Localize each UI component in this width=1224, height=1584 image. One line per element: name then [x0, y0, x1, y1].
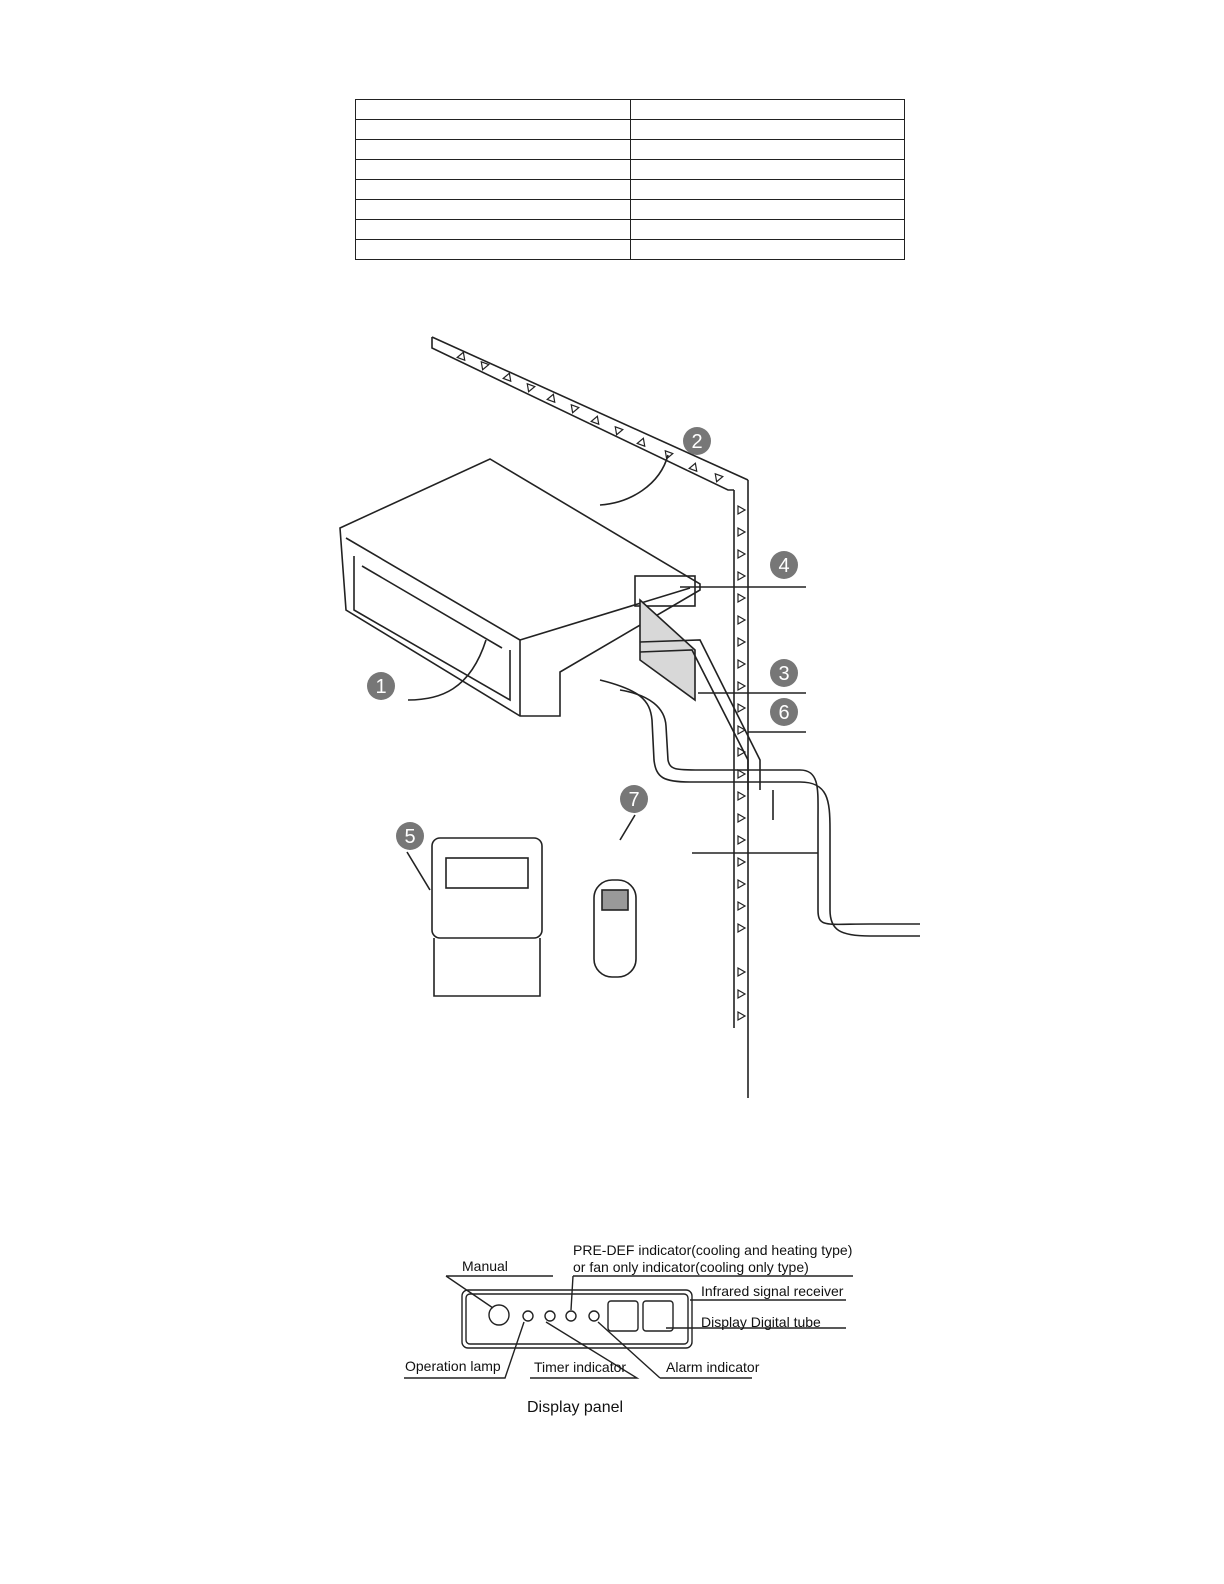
insulation-mark	[569, 405, 579, 414]
insulation-mark	[738, 836, 745, 844]
insulation-mark	[738, 550, 745, 558]
digital-tube	[643, 1301, 673, 1331]
insulation-mark	[479, 362, 489, 371]
insulation-mark	[738, 506, 745, 514]
insulation-mark	[738, 660, 745, 668]
insulation-mark	[713, 474, 723, 483]
infrared-receiver	[608, 1301, 638, 1331]
insulation-mark	[738, 968, 745, 976]
callout-3	[770, 659, 798, 687]
insulation-mark	[738, 616, 745, 624]
insulation-mark	[738, 880, 745, 888]
callout-1	[367, 672, 395, 700]
infrared-label: Infrared signal receiver	[701, 1283, 844, 1299]
operation-lamp-label: Operation lamp	[405, 1358, 501, 1374]
callout-4	[770, 551, 798, 579]
alarm-label: Alarm indicator	[666, 1359, 760, 1375]
ceiling-slab-edge-2	[432, 337, 748, 480]
insulation-mark	[738, 638, 745, 646]
callout-number: 3	[778, 663, 790, 685]
callout-7	[620, 785, 648, 813]
callout-number: 6	[778, 702, 790, 724]
insulation-mark	[738, 572, 745, 580]
pre-def-label-line2: or fan only indicator(cooling only type)	[573, 1259, 809, 1275]
timer-indicator-led	[545, 1311, 555, 1321]
insulation-mark	[738, 748, 745, 756]
callout-number: 7	[628, 789, 640, 811]
callout-5	[396, 822, 424, 850]
callout-number: 5	[404, 826, 416, 848]
refrigerant-pipe	[600, 680, 920, 936]
operation-lamp-led	[523, 1311, 533, 1321]
insulation-mark	[738, 704, 745, 712]
pre-def-indicator-led	[566, 1311, 576, 1321]
insulation-mark	[738, 682, 745, 690]
insulation-mark	[637, 437, 647, 446]
insulation-mark	[525, 384, 535, 393]
callout-number: 4	[778, 555, 790, 577]
insulation-mark	[738, 990, 745, 998]
callout-number: 1	[375, 676, 387, 698]
pre-def-label-line1: PRE-DEF indicator(cooling and heating type)	[573, 1242, 853, 1258]
insulation-mark	[547, 393, 557, 402]
timer-label: Timer indicator	[534, 1359, 627, 1375]
insulation-mark	[738, 770, 745, 778]
return-air-arrow	[600, 455, 668, 505]
insulation-mark	[738, 814, 745, 822]
insulation-mark	[738, 924, 745, 932]
insulation-mark	[738, 902, 745, 910]
callout-number: 2	[691, 431, 703, 453]
display-panel-frame	[462, 1290, 692, 1348]
insulation-mark	[738, 792, 745, 800]
insulation-mark	[738, 858, 745, 866]
insulation-mark	[738, 1012, 745, 1020]
manual-label: Manual	[462, 1258, 508, 1274]
alarm-indicator-led	[589, 1311, 599, 1321]
ceiling-slab-edge	[432, 337, 734, 490]
insulation-mark	[689, 462, 699, 471]
display-tube-label: Display Digital tube	[701, 1314, 821, 1330]
insulation-mark	[591, 415, 601, 424]
supply-air-arrow	[408, 640, 486, 700]
insulation-mark	[738, 528, 745, 536]
insulation-mark	[738, 594, 745, 602]
callout-2	[683, 427, 711, 455]
display-panel-caption: Display panel	[527, 1399, 624, 1416]
callout-6	[770, 698, 798, 726]
